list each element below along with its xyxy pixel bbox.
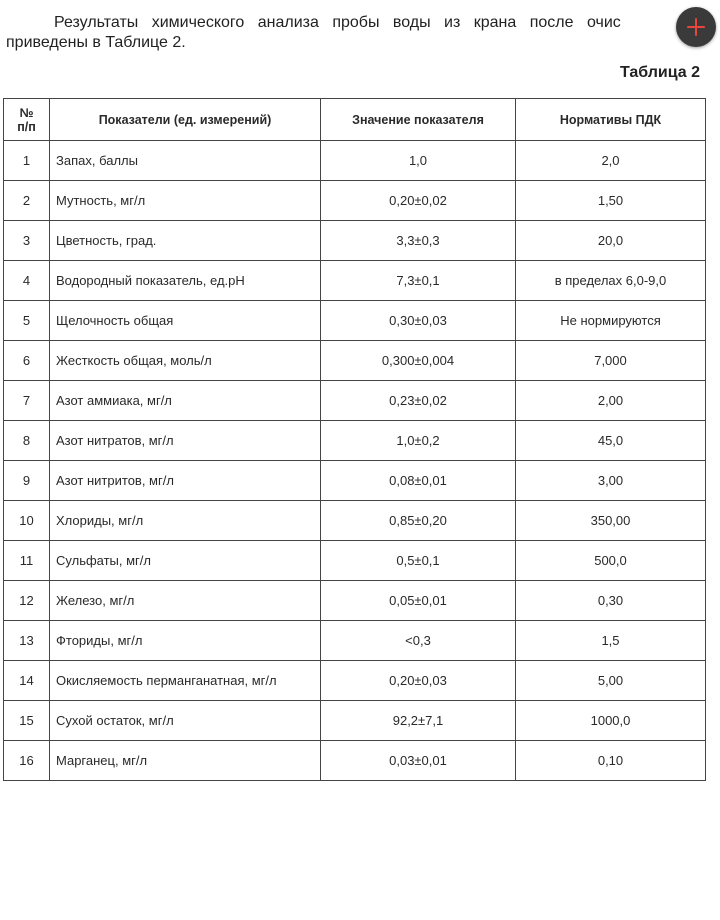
cell-indicator: Жесткость общая, моль/л	[50, 341, 321, 381]
cell-value: 0,20±0,02	[321, 181, 516, 221]
cell-norm: 20,0	[516, 221, 706, 261]
cell-norm: 350,00	[516, 501, 706, 541]
cell-indicator: Азот нитратов, мг/л	[50, 421, 321, 461]
cell-value: 92,2±7,1	[321, 701, 516, 741]
header-number-line-2: п/п	[17, 119, 36, 134]
cell-norm: 45,0	[516, 421, 706, 461]
table-row	[4, 501, 706, 541]
cell-number: 4	[4, 261, 50, 301]
cell-number: 12	[4, 581, 50, 621]
cell-norm: 0,30	[516, 581, 706, 621]
intro-line-1: Результаты химического анализа пробы воды из крана после очис	[54, 14, 621, 31]
cell-number: 1	[4, 141, 50, 181]
cell-norm: Не нормируются	[516, 301, 706, 341]
cell-value: 0,03±0,01	[321, 741, 516, 781]
cell-norm: 2,00	[516, 381, 706, 421]
cell-indicator: Железо, мг/л	[50, 581, 321, 621]
water-analysis-table	[3, 98, 706, 781]
cell-norm: 5,00	[516, 661, 706, 701]
header-norm: Нормативы ПДК	[516, 99, 706, 141]
cell-value: 0,85±0,20	[321, 501, 516, 541]
cell-indicator: Фториды, мг/л	[50, 621, 321, 661]
intro-line-2: приведены в Таблице 2.	[6, 34, 186, 51]
cell-number: 7	[4, 381, 50, 421]
cell-value: 1,0	[321, 141, 516, 181]
header-number	[4, 99, 50, 141]
cell-norm: 0,10	[516, 741, 706, 781]
cell-value: 0,300±0,004	[321, 341, 516, 381]
table-row	[4, 421, 706, 461]
cell-norm: 1,5	[516, 621, 706, 661]
cell-number: 6	[4, 341, 50, 381]
cell-indicator: Щелочность общая	[50, 301, 321, 341]
cell-indicator: Азот нитритов, мг/л	[50, 461, 321, 501]
cell-value: 0,20±0,03	[321, 661, 516, 701]
header-indicator: Показатели (ед. измерений)	[50, 99, 321, 141]
cell-number: 2	[4, 181, 50, 221]
table-caption: Таблица 2	[619, 64, 700, 81]
cell-number: 14	[4, 661, 50, 701]
header-number-line-1: №	[19, 105, 34, 120]
cell-norm: 500,0	[516, 541, 706, 581]
table-row	[4, 541, 706, 581]
cell-number: 10	[4, 501, 50, 541]
cell-number: 13	[4, 621, 50, 661]
cell-indicator: Запах, баллы	[50, 141, 321, 181]
table-row	[4, 141, 706, 181]
cell-value: 0,5±0,1	[321, 541, 516, 581]
cell-number: 16	[4, 741, 50, 781]
cell-indicator: Сульфаты, мг/л	[50, 541, 321, 581]
cell-value: 0,23±0,02	[321, 381, 516, 421]
table-row	[4, 221, 706, 261]
table-row	[4, 381, 706, 421]
cell-norm: 7,000	[516, 341, 706, 381]
cell-number: 3	[4, 221, 50, 261]
cell-value: <0,3	[321, 621, 516, 661]
cell-norm: в пределах 6,0-9,0	[516, 261, 706, 301]
table-row	[4, 741, 706, 781]
cell-value: 0,05±0,01	[321, 581, 516, 621]
table-row	[4, 701, 706, 741]
cell-value: 3,3±0,3	[321, 221, 516, 261]
table-row	[4, 261, 706, 301]
intro-paragraph	[6, 13, 676, 53]
cell-value: 0,30±0,03	[321, 301, 516, 341]
table-row	[4, 181, 706, 221]
cell-norm: 3,00	[516, 461, 706, 501]
cell-number: 5	[4, 301, 50, 341]
cell-number: 8	[4, 421, 50, 461]
table-row	[4, 341, 706, 381]
cell-norm: 2,0	[516, 141, 706, 181]
cell-value: 0,08±0,01	[321, 461, 516, 501]
cell-indicator: Сухой остаток, мг/л	[50, 701, 321, 741]
cell-value: 7,3±0,1	[321, 261, 516, 301]
cell-number: 11	[4, 541, 50, 581]
cell-indicator: Окисляемость перманганатная, мг/л	[50, 661, 321, 701]
plus-icon	[685, 16, 707, 38]
table-row	[4, 621, 706, 661]
cell-indicator: Азот аммиака, мг/л	[50, 381, 321, 421]
cell-number: 15	[4, 701, 50, 741]
cell-value: 1,0±0,2	[321, 421, 516, 461]
cell-indicator: Водородный показатель, ед.pH	[50, 261, 321, 301]
table-row	[4, 581, 706, 621]
cell-number: 9	[4, 461, 50, 501]
cell-indicator: Марганец, мг/л	[50, 741, 321, 781]
add-button[interactable]	[676, 7, 716, 47]
cell-indicator: Хлориды, мг/л	[50, 501, 321, 541]
table-row	[4, 301, 706, 341]
table-row	[4, 461, 706, 501]
table-header-row	[4, 99, 706, 141]
cell-norm: 1,50	[516, 181, 706, 221]
cell-indicator: Цветность, град.	[50, 221, 321, 261]
header-value: Значение показателя	[321, 99, 516, 141]
cell-indicator: Мутность, мг/л	[50, 181, 321, 221]
cell-norm: 1000,0	[516, 701, 706, 741]
table-row	[4, 661, 706, 701]
